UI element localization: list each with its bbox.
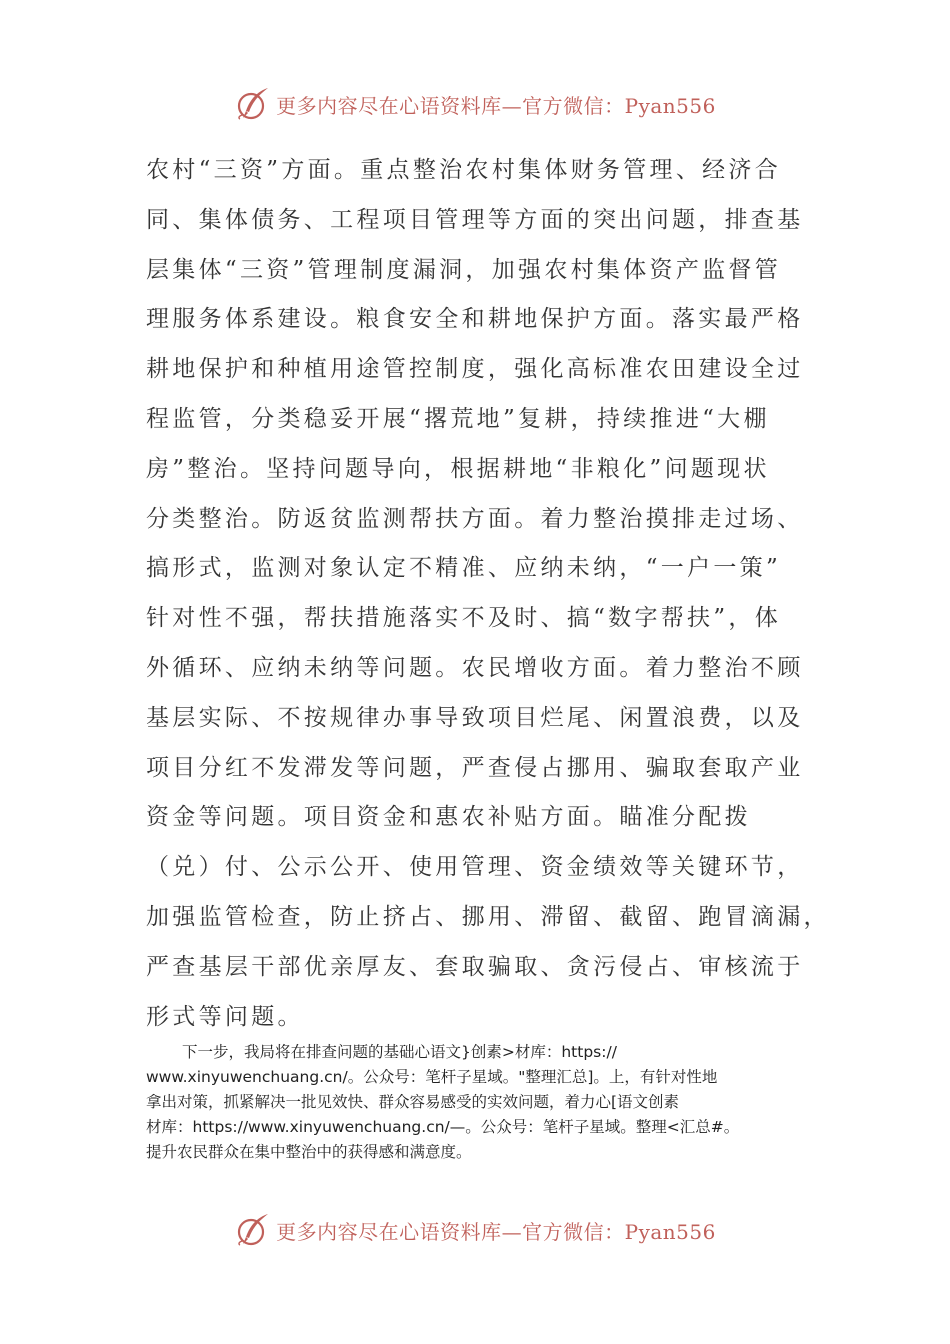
- body-line: 加强监管检查，防止挤占、挪用、滞留、截留、跑冒滴漏，: [146, 903, 830, 930]
- body-line: 理服务体系建设。粮食安全和耕地保护方面。落实最严格: [146, 306, 804, 333]
- body-line: 形式等问题。: [146, 1003, 304, 1030]
- quill-pen-logo-icon: [234, 1211, 272, 1249]
- header-banner-text: 更多内容尽在心语资料库—官方微信：Pyan556: [276, 93, 716, 118]
- body-line: 针对性不强，帮扶措施落实不及时、搞“数字帮扶”，体: [146, 605, 782, 632]
- body-line: 资金等问题。项目资金和惠农补贴方面。瞄准分配拨: [146, 804, 751, 831]
- note-line: 材库：https://www.xinyuwenchuang.cn/—。公众号：笔杆子星域。整理<汇总#。: [146, 1118, 740, 1136]
- body-line: 基层实际、不按规律办事导致项目烂尾、闲置浪费，以及: [146, 704, 804, 731]
- note-line: www.xinyuwenchuang.cn/。公众号：笔杆子星域。"整理汇总]。上，有针对性地: [146, 1068, 718, 1086]
- body-line: 耕地保护和种植用途管控制度，强化高标准农田建设全过: [146, 356, 804, 383]
- body-line: 农村“三资”方面。重点整治农村集体财务管理、经济合: [146, 157, 782, 183]
- note-line: 提升农民群众在集中整治中的获得感和满意度。: [146, 1143, 472, 1161]
- next-step-paragraph: [146, 1040, 810, 1165]
- body-line: 房”整治。坚持问题导向，根据耕地“非粮化”问题现状: [146, 455, 770, 482]
- body-paragraph: [146, 146, 830, 1042]
- body-line: 搞形式，监测对象认定不精准、应纳未纳，“一户一策”: [146, 555, 782, 582]
- body-line: 层集体“三资”管理制度漏洞，加强农村集体资产监督管: [146, 256, 782, 283]
- header-watermark-banner: [0, 82, 950, 126]
- body-line: 项目分红不发滞发等问题，严查侵占挪用、骗取套取产业: [146, 754, 804, 781]
- body-line: 严查基层干部优亲厚友、套取骗取、贪污侵占、审核流于: [146, 953, 804, 980]
- quill-pen-logo-icon: [234, 85, 272, 123]
- body-line: 程监管，分类稳妥开展“撂荒地”复耕，持续推进“大棚: [146, 405, 770, 432]
- body-line: 分类整治。防返贫监测帮扶方面。着力整治摸排走过场、: [146, 505, 804, 532]
- body-line: 同、集体债务、工程项目管理等方面的突出问题，排查基: [146, 206, 804, 233]
- footer-watermark-banner: [0, 1208, 950, 1252]
- footer-banner-text: 更多内容尽在心语资料库—官方微信：Pyan556: [276, 1219, 716, 1244]
- body-line: 外循环、应纳未纳等问题。农民增收方面。着力整治不顾: [146, 654, 804, 681]
- note-line: 下一步，我局将在排查问题的基础心语文}创素>材库：https://: [182, 1043, 617, 1061]
- body-line: （兑）付、公示公开、使用管理、资金绩效等关键环节，: [146, 854, 804, 881]
- note-line: 拿出对策，抓紧解决一批见效快、群众容易感受的实效问题，着力心[语文创素: [146, 1093, 680, 1111]
